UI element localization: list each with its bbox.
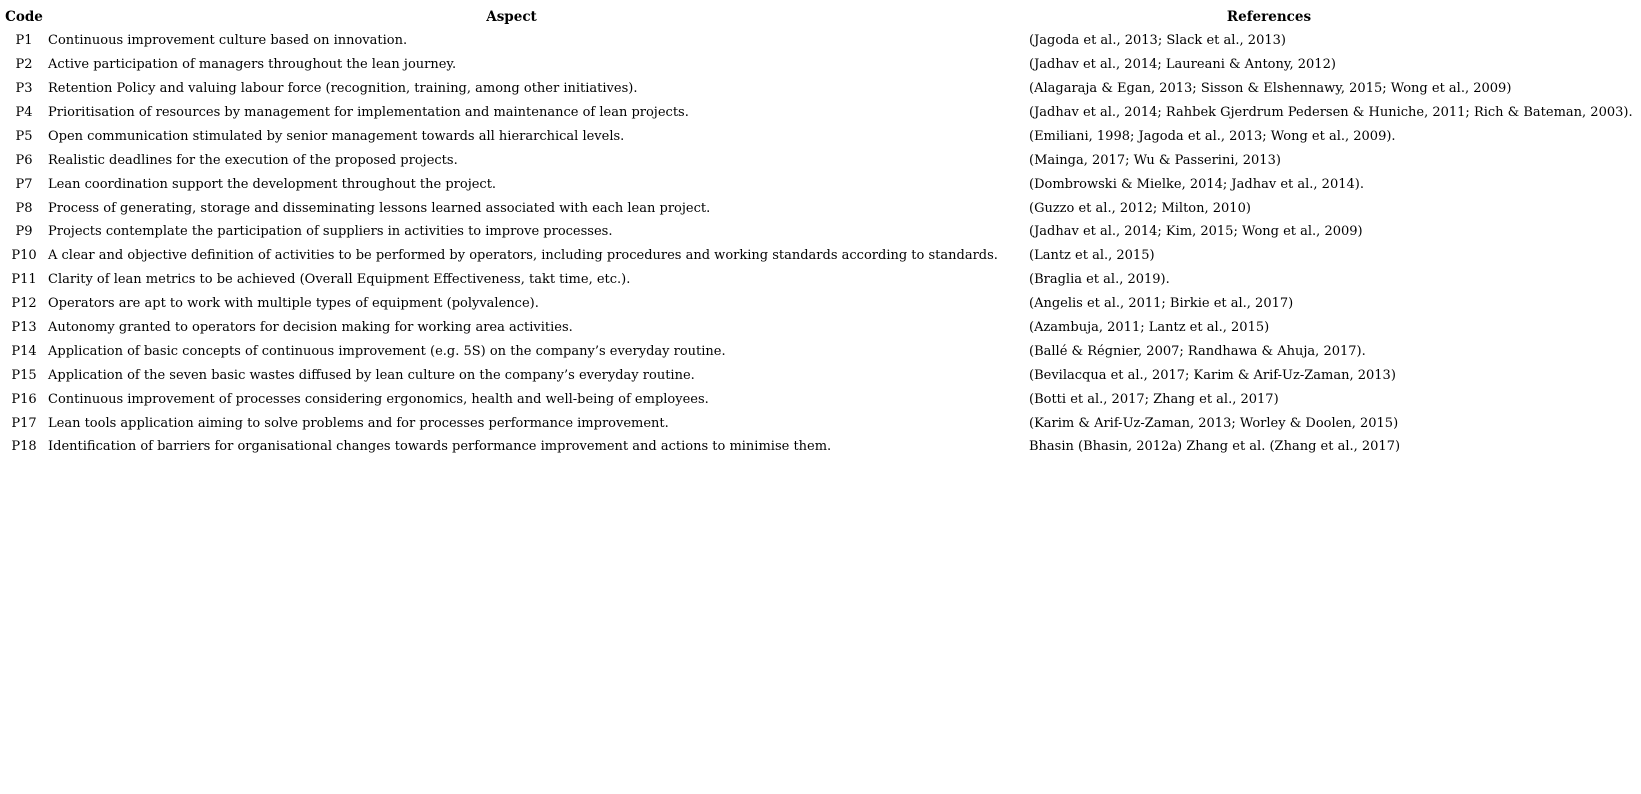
references-cell: (Alagaraja & Egan, 2013; Sisson & Elshennawy, 2015; Wong et al., 2009) bbox=[1029, 81, 1512, 97]
references-cell: (Bevilacqua et al., 2017; Karim & Arif-Uz-Zaman, 2013) bbox=[1029, 367, 1396, 383]
aspect-cell: Operators are apt to work with multiple types of equipment (polyvalence). bbox=[48, 296, 539, 312]
references-cell: (Jadhav et al., 2014; Kim, 2015; Wong et al., 2009) bbox=[1029, 224, 1363, 240]
references-cell: (Lantz et al., 2015) bbox=[1029, 248, 1155, 264]
references-cell: (Braglia et al., 2019). bbox=[1029, 272, 1170, 288]
code-cell: P3 bbox=[15, 81, 33, 97]
code-cell: P11 bbox=[11, 272, 37, 288]
aspect-cell: Continuous improvement culture based on innovation. bbox=[48, 33, 408, 49]
aspect-cell: Lean coordination support the development throughout the project. bbox=[48, 176, 497, 192]
table-row bbox=[0, 124, 1641, 148]
table-row bbox=[0, 411, 1641, 435]
table-row bbox=[0, 387, 1641, 411]
code-cell: P13 bbox=[11, 320, 37, 336]
table-row bbox=[0, 53, 1641, 77]
table-body bbox=[0, 29, 1641, 459]
references-cell: (Dombrowski & Mielke, 2014; Jadhav et al., 2014). bbox=[1029, 176, 1364, 192]
table-row bbox=[0, 101, 1641, 125]
aspect-cell: Clarity of lean metrics to be achieved (Overall Equipment Effectiveness, takt time, etc.). bbox=[48, 272, 631, 288]
aspect-cell: Continuous improvement of processes considering ergonomics, health and well-being of employees. bbox=[48, 391, 709, 407]
table-row bbox=[0, 148, 1641, 172]
code-cell: P8 bbox=[15, 200, 33, 216]
code-cell: P2 bbox=[15, 57, 33, 73]
aspect-cell: Identification of barriers for organisational changes towards performance improvement and actions to minimise them. bbox=[48, 439, 832, 455]
table-row bbox=[0, 363, 1641, 387]
code-cell: P10 bbox=[11, 248, 37, 264]
code-cell: P7 bbox=[15, 176, 33, 192]
table-row bbox=[0, 77, 1641, 101]
code-cell: P18 bbox=[11, 439, 37, 455]
references-cell: (Jadhav et al., 2014; Laureani & Antony, 2012) bbox=[1029, 57, 1336, 73]
table-row bbox=[0, 172, 1641, 196]
column-header-references: References bbox=[1226, 8, 1312, 25]
code-cell: P12 bbox=[11, 296, 37, 312]
table-row bbox=[0, 292, 1641, 316]
code-cell: P14 bbox=[11, 343, 37, 359]
aspect-cell: Application of the seven basic wastes diffused by lean culture on the company’s everyday routine. bbox=[48, 367, 695, 383]
references-cell: (Botti et al., 2017; Zhang et al., 2017) bbox=[1029, 391, 1279, 407]
column-header-code: Code bbox=[5, 8, 43, 25]
table-row bbox=[0, 435, 1641, 459]
code-cell: P6 bbox=[15, 152, 33, 168]
table-row bbox=[0, 268, 1641, 292]
code-cell: P9 bbox=[15, 224, 33, 240]
code-cell: P4 bbox=[15, 105, 33, 120]
references-cell: (Azambuja, 2011; Lantz et al., 2015) bbox=[1029, 320, 1270, 336]
aspect-cell: Process of generating, storage and disseminating lessons learned associated with each lean project. bbox=[48, 200, 711, 216]
aspect-cell: Prioritisation of resources by management for implementation and maintenance of lean projects. bbox=[48, 105, 689, 120]
references-cell: (Jagoda et al., 2013; Slack et al., 2013) bbox=[1029, 33, 1286, 49]
code-cell: P1 bbox=[15, 33, 33, 49]
aspect-cell: Retention Policy and valuing labour force (recognition, training, among other initiatives). bbox=[48, 81, 638, 97]
aspect-cell: Autonomy granted to operators for decision making for working area activities. bbox=[48, 320, 573, 336]
references-cell: (Jadhav et al., 2014; Rahbek Gjerdrum Pedersen & Huniche, 2011; Rich & Bateman, 2003). bbox=[1029, 105, 1633, 120]
aspect-cell: Realistic deadlines for the execution of the proposed projects. bbox=[48, 152, 458, 168]
code-cell: P16 bbox=[11, 391, 37, 407]
table-row bbox=[0, 29, 1641, 53]
table-row bbox=[0, 316, 1641, 340]
aspects-references-table bbox=[0, 5, 1641, 459]
table-row bbox=[0, 220, 1641, 244]
code-cell: P17 bbox=[11, 415, 37, 431]
column-header-aspect: Aspect bbox=[486, 8, 537, 25]
table-row bbox=[0, 339, 1641, 363]
references-cell: Bhasin (Bhasin, 2012a) Zhang et al. (Zhang et al., 2017) bbox=[1029, 439, 1401, 455]
aspect-cell: Open communication stimulated by senior management towards all hierarchical levels. bbox=[48, 128, 625, 144]
aspect-cell: Lean tools application aiming to solve problems and for processes performance improvement. bbox=[48, 415, 669, 431]
table-row bbox=[0, 244, 1641, 268]
code-cell: P15 bbox=[11, 367, 37, 383]
references-cell: (Emiliani, 1998; Jagoda et al., 2013; Wong et al., 2009). bbox=[1029, 128, 1396, 144]
references-cell: (Mainga, 2017; Wu & Passerini, 2013) bbox=[1029, 152, 1281, 168]
aspect-cell: Application of basic concepts of continuous improvement (e.g. 5S) on the company’s everyday routine. bbox=[48, 343, 726, 359]
header-row bbox=[0, 5, 1641, 29]
aspect-cell: A clear and objective definition of activities to be performed by operators, including procedures and working standards according to standards. bbox=[48, 248, 998, 264]
references-cell: (Angelis et al., 2011; Birkie et al., 2017) bbox=[1029, 296, 1294, 312]
aspect-cell: Projects contemplate the participation of suppliers in activities to improve processes. bbox=[48, 224, 613, 240]
references-cell: (Karim & Arif-Uz-Zaman, 2013; Worley & Doolen, 2015) bbox=[1029, 415, 1399, 431]
table-row bbox=[0, 196, 1641, 220]
references-cell: (Guzzo et al., 2012; Milton, 2010) bbox=[1029, 200, 1251, 216]
references-cell: (Ballé & Régnier, 2007; Randhawa & Ahuja, 2017). bbox=[1029, 343, 1366, 359]
aspect-cell: Active participation of managers throughout the lean journey. bbox=[48, 57, 457, 73]
code-cell: P5 bbox=[15, 128, 33, 144]
